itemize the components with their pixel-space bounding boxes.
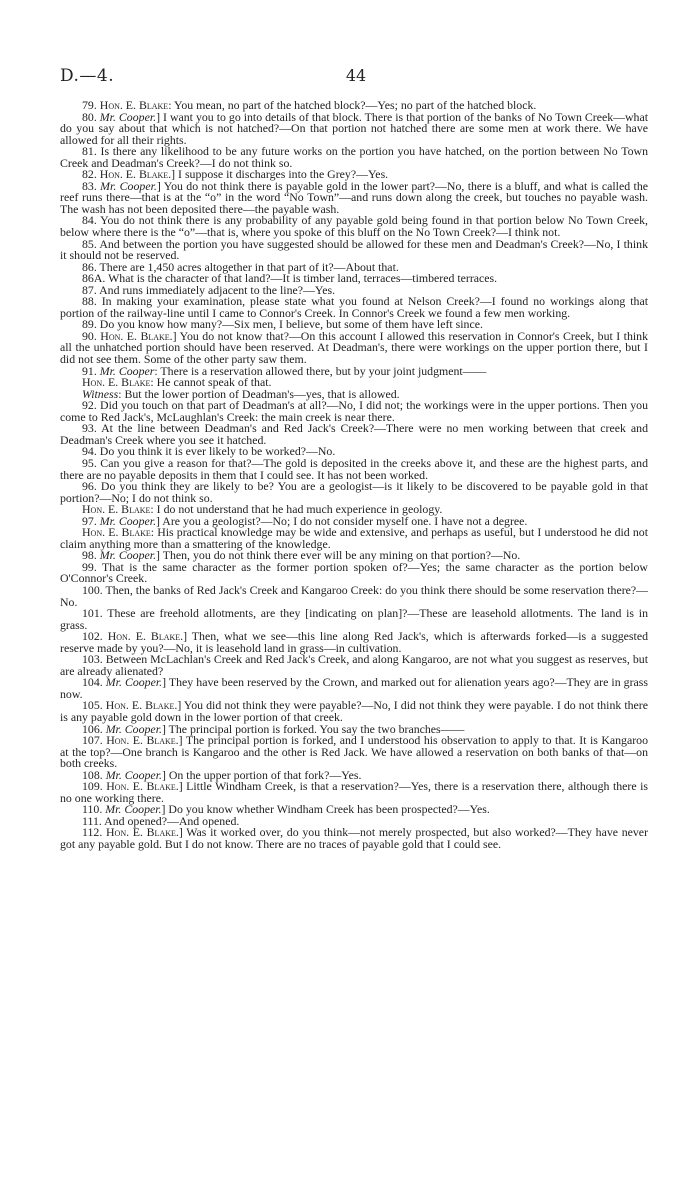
speaker-name: Hon. E. Blake bbox=[82, 375, 151, 390]
paragraph-text: 91. bbox=[82, 363, 100, 378]
paragraph-text: 83. bbox=[82, 178, 101, 193]
speaker-name: Hon. E. Blake. bbox=[100, 328, 173, 343]
speaker-name: Hon. E. Blake. bbox=[106, 779, 179, 794]
speaker-name: Hon. E. Blake. bbox=[105, 698, 178, 713]
paragraph-text: ] On the upper portion of that fork?—Yes. bbox=[161, 767, 362, 782]
paragraph-text: 87. And runs immediately adjacent to the line?—Yes. bbox=[82, 282, 336, 297]
paragraph-text: 99. That is the same character as the former portion spoken of?—Yes; the same character as the portion below O'Connor's Creek. bbox=[60, 559, 648, 586]
testimony-paragraph bbox=[60, 631, 648, 654]
speaker-name: Hon. E. Blake. bbox=[106, 825, 179, 840]
paragraph-text: 89. Do you know how many?—Six men, I believe, but some of them have left since. bbox=[82, 317, 483, 332]
speaker-italic: Mr. Cooper. bbox=[100, 178, 157, 193]
speaker-name: Hon. E. Blake. bbox=[106, 733, 179, 748]
paragraph-text: 81. Is there any likelihood to be any future works on the portion you have hatched, on the portion between No Town Creek and Deadman's Creek?—I do not think so. bbox=[60, 144, 648, 170]
paragraph-text: ] Was it worked over, do you think—not merely prospected, but also worked?—They have never got any payable gold. But I do not know. There are no traces of payable gold that I could see. bbox=[60, 825, 649, 851]
paragraph-text: ] They have been reserved by the Crown, and marked out for alienation years ago?—They are in grass now. bbox=[60, 675, 649, 701]
paragraph-text: : I do not understand that he had much experience in geology. bbox=[150, 502, 443, 517]
paragraph-text: 109. bbox=[82, 779, 107, 794]
paragraph-text: 112. bbox=[82, 825, 106, 840]
paragraph-text: 95. Can you give a reason for that?—The gold is deposited in the creeks above it, and these are the highest parts, and there are no payable deposits in them that I could see. It has not been worked. bbox=[60, 455, 648, 482]
testimony-paragraph bbox=[60, 400, 648, 423]
paragraph-text: ] You do not think there is payable gold in the lower part?—No, there is a bluff, and what is called the reef runs there—that is at the “o” in the word “No Town”—and runs down along the creek, but touches no payable wash. The wash has not been deposited there—the payable wash. bbox=[60, 178, 648, 216]
speaker-italic: Mr. Cooper bbox=[99, 363, 155, 378]
paragraph-text: ] Then, what we see—this line along Red Jack's, which is afterwards forked—is a suggested reserve made by you?—No, it is leasehold land in grass—in cultivation. bbox=[60, 629, 649, 655]
paragraph-text: 82. bbox=[82, 167, 100, 182]
speaker-italic: Mr. Cooper. bbox=[105, 675, 163, 690]
paragraph-text: 90. bbox=[82, 328, 101, 343]
paragraph-text: : But the lower portion of Deadman's—yes, that is allowed. bbox=[118, 386, 400, 401]
speaker-name: Hon. E. Blake. bbox=[99, 167, 172, 182]
testimony-paragraph bbox=[60, 527, 648, 550]
paragraph-text: 92. Did you touch on that part of Deadman's at all?—No, I did not; the workings were in the upper portions. Then you come to Red Jack's, McLaughlan's Creek: the main creek is near there. bbox=[60, 398, 648, 424]
page-header bbox=[60, 66, 652, 86]
testimony-paragraph bbox=[60, 481, 648, 504]
paragraph-text: 103. Between McLachlan's Creek and Red Jack's Creek, and along Kangaroo, are not what you suggest as reserves, but are already alienated? bbox=[60, 652, 648, 678]
testimony-paragraph bbox=[60, 455, 648, 482]
testimony-body bbox=[60, 100, 648, 851]
speaker-italic: Mr. Cooper. bbox=[105, 767, 162, 782]
testimony-paragraph bbox=[60, 582, 648, 609]
paragraph-text: 106. bbox=[82, 721, 106, 736]
paragraph-text: 104. bbox=[82, 675, 106, 690]
paragraph-text: 85. And between the portion you have suggested should be allowed for these men and Deadman's Creek?—No, I think it should not be reserved. bbox=[60, 236, 648, 263]
testimony-paragraph bbox=[60, 559, 648, 586]
paragraph-text: 108. bbox=[82, 767, 106, 782]
paragraph-text: 107. bbox=[82, 733, 107, 748]
paragraph-text: 102. bbox=[82, 629, 108, 644]
paragraph-text: : He cannot speak of that. bbox=[150, 375, 272, 390]
paragraph-text: ] I suppose it discharges into the Grey?—Yes. bbox=[171, 167, 389, 182]
paragraph-text: : His practical knowledge may be wide and extensive, and perhaps as useful, but I understood he did not claim anything more than a smattering of the knowledge. bbox=[60, 525, 649, 551]
paragraph-text: 111. And opened?—And opened. bbox=[82, 813, 240, 828]
paragraph-text: 110. bbox=[82, 802, 106, 817]
testimony-paragraph bbox=[60, 608, 648, 631]
paragraph-text: 98. bbox=[82, 548, 100, 563]
testimony-paragraph bbox=[60, 296, 648, 319]
page-number: 44 bbox=[345, 66, 367, 85]
testimony-paragraph bbox=[60, 178, 648, 216]
paragraph-text: 105. bbox=[82, 698, 106, 713]
speaker-italic: Mr. Cooper. bbox=[99, 548, 157, 563]
paragraph-text: 86A. What is the character of that land?—It is timber land, terraces—timbered terraces. bbox=[82, 271, 498, 286]
paragraph-text: : There is a reservation allowed there, but by your joint judgment—— bbox=[154, 363, 487, 378]
paragraph-text: 79. bbox=[82, 98, 100, 112]
paragraph-text: ] Then, you do not think there ever will be any mining on that portion?—No. bbox=[156, 548, 521, 563]
speaker-name: Hon. E. Blake bbox=[82, 525, 151, 540]
paragraph-text: : You mean, no part of the hatched block?—Yes; no part of the hatched block. bbox=[168, 98, 537, 112]
testimony-paragraph bbox=[60, 109, 649, 147]
paragraph-text: 80. bbox=[82, 109, 100, 124]
paragraph-text: 94. Do you think it is ever likely to be worked?—No. bbox=[82, 444, 336, 459]
series-code: D.—4. bbox=[60, 66, 115, 86]
speaker-name: Hon. E. Blake bbox=[82, 502, 151, 517]
paragraph-text: 88. In making your examination, please state what you found at Nelson Creek?—I found no workings along that portion of the railway-line until I came to Connor's Creek. In Connor's Creek we found a few men working. bbox=[60, 294, 648, 320]
testimony-paragraph bbox=[60, 146, 648, 169]
testimony-paragraph bbox=[60, 735, 648, 770]
paragraph-text: ] The principal portion is forked, and I understood his observation to apply to that. It is Kangaroo at the top?—One branch is Kangaroo and the other is Red Jack. We have allowed a reservation on both banks of that—on both creeks. bbox=[60, 733, 649, 771]
speaker-italic: Mr. Cooper. bbox=[105, 721, 162, 736]
paragraph-text: ] You did not think they were payable?—No, I did not think they were payable. I do not think there is any payable gold down in the lower portion of that creek. bbox=[60, 698, 649, 724]
testimony-paragraph bbox=[60, 215, 648, 238]
speaker-name: Hon. E. Blake. bbox=[107, 629, 184, 644]
speaker-italic: Mr. Cooper. bbox=[105, 802, 162, 817]
testimony-paragraph bbox=[60, 654, 648, 677]
paragraph-text: 86. There are 1,450 acres altogether in that part of it?—About that. bbox=[82, 259, 399, 274]
testimony-paragraph bbox=[60, 677, 648, 700]
paragraph-text: ] I want you to go into details of that block. There is that portion of the banks of No Town Creek—what do you say about that which is not hatched?—On that portion not hatched there are some men at work there. We have allowed for all their rights. bbox=[60, 109, 649, 147]
testimony-paragraph bbox=[60, 827, 648, 850]
paragraph-text: 100. Then, the banks of Red Jack's Creek and Kangaroo Creek: do you think there should be some reservation there?—No. bbox=[60, 582, 648, 609]
testimony-paragraph bbox=[60, 236, 648, 263]
speaker-italic: Mr. Cooper. bbox=[99, 109, 157, 124]
paragraph-text: ] You do not know that?—On this account I allowed this reservation in Connor's Creek, but I think all the unhatched portion should have been reserved. At Deadman's, there were workings on the upper portion there, but I did not see them. Some of the other party saw them. bbox=[60, 328, 649, 367]
testimony-paragraph bbox=[60, 423, 648, 446]
paragraph-text: 93. At the line between Deadman's and Red Jack's Creek?—There were no men working between that creek and Deadman's Creek where you see it hatched. bbox=[60, 421, 648, 447]
paragraph-text: 96. Do you think they are likely to be? You are a geologist—is it likely to be discovered to be payable gold in that portion?—No; I do not think so. bbox=[60, 479, 648, 505]
testimony-paragraph bbox=[60, 700, 648, 723]
paragraph-text: ] Do you know whether Windham Creek has been prospected?—Yes. bbox=[161, 802, 490, 817]
paragraph-text: 97. bbox=[82, 513, 100, 528]
paragraph-text: 84. You do not think there is any probability of any payable gold being found in that portion below No Town Creek, below where there is the “o”—that is, where you spoke of this bluff on the No Town Creek?—I think not. bbox=[60, 213, 648, 240]
paragraph-text: ] The principal portion is forked. You say the two branches—— bbox=[161, 721, 465, 736]
speaker-italic: Witness bbox=[82, 386, 119, 401]
paragraph-text: 101. These are freehold allotments, are they [indicating on plan]?—These are leasehold allotments. The land is in grass. bbox=[60, 606, 648, 632]
paragraph-text: ] Little Windham Creek, is that a reservation?—Yes, there is a reservation there, although there is no one working there. bbox=[60, 779, 649, 805]
speaker-name: Hon. E. Blake bbox=[99, 98, 169, 112]
testimony-paragraph bbox=[60, 781, 648, 804]
testimony-paragraph bbox=[60, 328, 649, 367]
paragraph-text: ] Are you a geologist?—No; I do not consider myself one. I have not a degree. bbox=[156, 513, 528, 528]
speaker-italic: Mr. Cooper. bbox=[99, 513, 157, 528]
